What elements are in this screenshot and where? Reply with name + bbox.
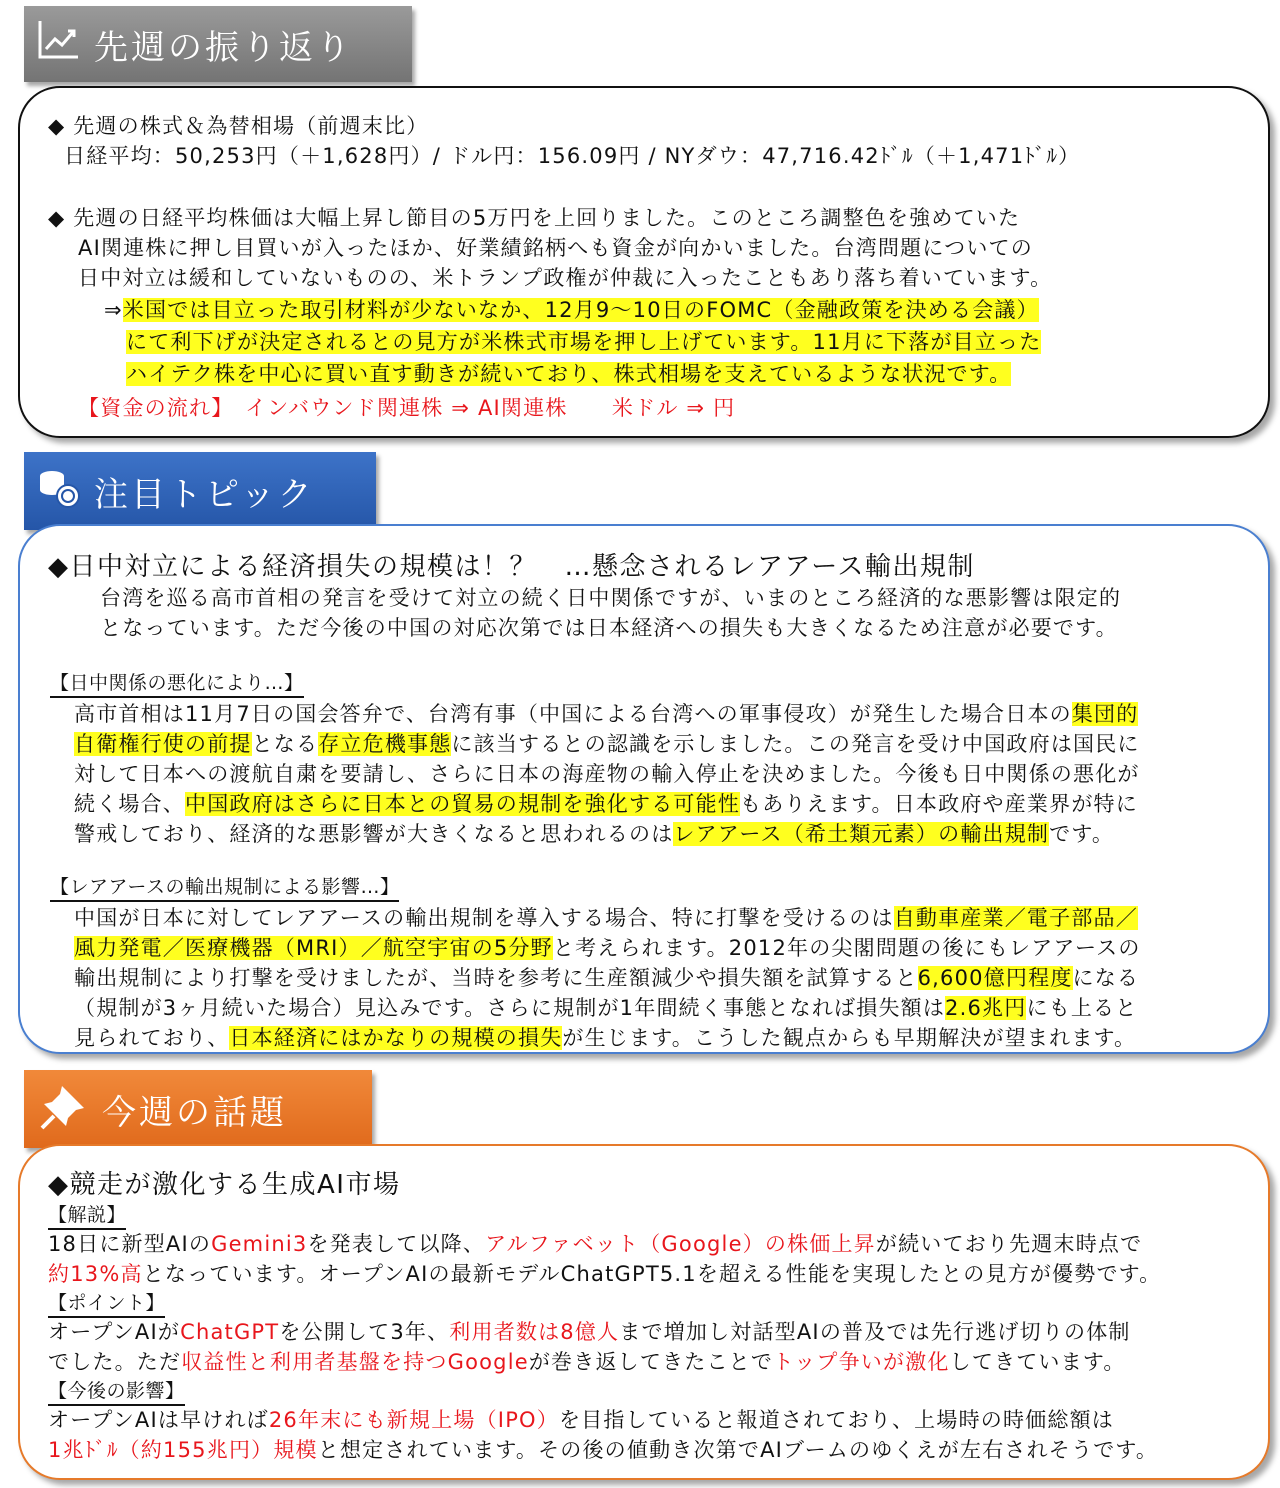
topic-text: 風力発電／医療機器（MRI）／航空宇宙の5分野と考えられます。2012年の尖閣問題の後にもレアアースの [74,936,1141,960]
topic-text: 輸出規制により打撃を受けましたが、当時を参考に生産額減少や損失額を試算すると6,600億円程度になる [74,966,1140,990]
review-text: ◆ 先週の日経平均株価は大幅上昇し節目の5万円を上回りました。このところ調整色を強めていた [48,206,1021,230]
subsection-label: 【今後の影響】 [48,1376,185,1406]
news-text: でした。ただ収益性と利用者基盤を持つGoogleが巻き返してきたことでトップ争いが激化してきています。 [48,1350,1126,1374]
market-heading: ◆ 先週の株式＆為替相場（前週末比） [48,114,429,138]
coins-icon [36,464,82,519]
news-text: オープンAIがChatGPTを公開して3年、利用者数は8億人まで増加し対話型AIの普及では先行逃げ切りの体制 [48,1320,1131,1344]
review-text: ⇒米国では目立った取引材料が少ないなか、12月9～10日のFOMC（金融政策を決める会議） [104,298,1039,322]
pushpin-icon [40,1080,90,1139]
topic-text: 見られており、日本経済にはかなりの規模の損失が生じます。こうした観点からも早期解決が望まれます。 [74,1026,1137,1050]
topic-text: 対して日本への渡航自粛を要請し、さらに日本の海産物の輸入停止を決めました。今後も日中関係の悪化が [74,762,1140,786]
review-text: 日中対立は緩和していないものの、米トランプ政権が仲裁に入ったこともあり落ち着いています。 [78,266,1053,290]
topic-text: 中国が日本に対してレアアースの輸出規制を導入する場合、特に打撃を受けるのは自動車産業／電子部品／ [74,906,1138,930]
topic-heading: ◆日中対立による経済損失の規模は！？ …懸念されるレアアース輸出規制 [48,552,975,582]
market-values: 日経平均：50,253円（＋1,628円）/ ドル円：156.09円 / NYダウ：47,716.42ﾄﾞﾙ（＋1,471ﾄﾞﾙ） [64,144,1081,168]
subsection-label: 【解説】 [48,1200,126,1230]
section-tab-news [24,1070,372,1148]
review-text: AI関連株に押し目買いが入ったほか、好業績銘柄へも資金が向かいました。台湾問題についての [78,236,1033,260]
review-text: ハイテク株を中心に買い直す動きが続いており、株式相場を支えているような状況です。 [126,362,1012,386]
news-text: 18日に新型AIのGemini3を発表して以降、アルファベット（Google）の株価上昇が続いており先週末時点で [48,1232,1143,1256]
subsection-label: 【日中関係の悪化により…】 [50,668,304,698]
section-title: 先週の振り返り [94,27,353,68]
topic-text: （規制が3ヶ月続いた場合）見込みです。さらに規制が1年間続く事態となれば損失額は2.6兆円にも上ると [74,996,1138,1020]
topic-intro: 台湾を巡る高市首相の発言を受けて対立の続く日中関係ですが、いまのところ経済的な悪影響は限定的 [100,586,1122,610]
money-flow: 【資金の流れ】 インバウンド関連株 ⇒ AI関連株 米ドル ⇒ 円 [78,396,736,420]
section-tab-review [24,6,412,82]
section-title: 今週の話題 [102,1092,287,1133]
subsection-label: 【ポイント】 [48,1288,165,1318]
topic-text: 高市首相は11月7日の国会答弁で、台湾有事（中国による台湾への軍事侵攻）が発生した場合日本の集団的 [74,702,1139,726]
section-title: 注目トピック [94,474,315,515]
topic-text: 続く場合、中国政府はさらに日本との貿易の規制を強化する可能性もありえます。日本政府や産業界が特に [74,792,1138,816]
news-text: 約13%高となっています。オープンAIの最新モデルChatGPT5.1を超える性能を実現したとの見方が優勢です。 [48,1262,1162,1286]
topic-intro: となっています。ただ今後の中国の対応次第では日本経済への損失も大きくなるため注意が必要です。 [100,616,1118,640]
topic-text: 自衛権行使の前提となる存立危機事態に該当するとの認識を示しました。この発言を受け中国政府は国民に [74,732,1140,756]
topic-text: 警戒しており、経済的な悪影響が大きくなると思われるのはレアアース（希土類元素）の輸出規制です。 [74,822,1115,846]
chart-trend-icon [36,17,82,72]
news-text: オープンAIは早ければ26年末にも新規上場（IPO）を目指していると報道されており、上場時の時価総額は [48,1408,1114,1432]
subsection-label: 【レアアースの輸出規制による影響…】 [50,872,399,902]
review-text: にて利下げが決定されるとの見方が米株式市場を押し上げています。11月に下落が目立った [126,330,1042,354]
news-text: 1兆ﾄﾞﾙ（約155兆円）規模と想定されています。その後の値動き次第でAIブームのゆくえが左右されそうです。 [48,1438,1159,1462]
news-heading: ◆競走が激化する生成AI市場 [48,1170,401,1200]
section-tab-topic [24,452,376,530]
